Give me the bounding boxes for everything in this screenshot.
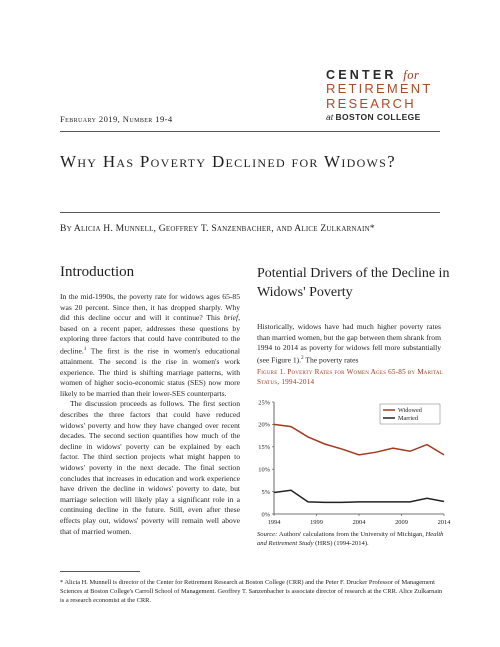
legend-label-married: Married: [398, 415, 418, 423]
intro-text: [60, 292, 240, 537]
authors: By Alicia H. Munnell, Geoffrey T. Sanzenbacher, and Alice Zulkarnain*: [60, 223, 375, 234]
logo-at: at: [326, 112, 334, 122]
x-tick-label: 2004: [352, 519, 366, 526]
series-line-widowed: [274, 424, 444, 454]
header-rule: [60, 131, 440, 132]
y-tick-label: 20%: [258, 421, 270, 429]
footnote-rule: [60, 571, 140, 572]
figure-source: Source: Authors' calculations from the University of Michigan, Health and Retirement Study (HRS) (1994-2014).: [257, 531, 444, 547]
intro-paragraph-1: In the mid-1990s, the poverty rate for widows ages 65-85 was 20 percent. Since then, it has dropped sharply. Why did this decline occur and will it continue? This brief, based on a recent paper, addresses these questions by exploring three factors that could have contributed to the decline.$^1$ The first is the rise in women's educational attainment. The second is the rise in women's work experience. The third is shifting marriage patterns, with women of higher socio-economic status (SES) now more likely to be married than their lower-SES counterparts.: [60, 292, 240, 398]
issue-number: February 2019, Number 19-4: [60, 114, 173, 124]
logo-research: RESEARCH: [326, 95, 416, 111]
potential-paragraph-1: Historically, widows have had much higher poverty rates than married women, but the gap between them shrank from 1994 to 2014 as poverty for widows fell more substantially (see Figure 1).$^2$ The poverty rates: [257, 322, 441, 365]
logo-boston-college: BOSTON COLLEGE: [335, 112, 421, 122]
x-tick-label: 2009: [395, 519, 408, 526]
potential-drivers-text: [257, 322, 441, 366]
intro-paragraph-2: The discussion proceeds as follows. The first section describes the three factors that could have reduced widows' poverty and how they have changed over recent decades. The second section quantifies how much of the decline in widows' poverty can be explained by each factor. The third section projects what might happen to widows' poverty in the next decade. The final section concludes that increases in education and work experience have driven the decline in widows' poverty to date, but marriage selection will likely play a significant role in a continuing decline in the future. Still, even after these effects play out, widows' poverty will remain well above that of married women.: [60, 399, 240, 536]
potential-drivers-heading: Potential Drivers of the Decline in Widows' Poverty: [257, 266, 450, 300]
y-tick-label: 10%: [258, 466, 270, 474]
y-tick-label: 25%: [258, 399, 270, 407]
crr-logo: [326, 68, 441, 123]
figure-title: Figure 1. Poverty Rates for Women Ages 65-85 by Marital Status, 1994-2014: [257, 368, 443, 386]
intro-heading: Introduction: [60, 264, 135, 280]
x-tick-label: 2014: [437, 519, 451, 526]
logo-for: for: [403, 68, 420, 82]
y-tick-label: 15%: [258, 444, 270, 452]
y-tick-label: 5%: [261, 488, 270, 496]
title-rule: [60, 212, 440, 213]
series-line-married: [274, 490, 444, 502]
y-tick-label: 0%: [261, 511, 270, 519]
page-title: Why Has Poverty Declined for Widows?: [60, 152, 396, 171]
legend-label-widowed: Widowed: [398, 407, 422, 415]
x-tick-label: 1999: [310, 519, 323, 526]
logo-retirement: RETIREMENT: [326, 81, 433, 96]
poverty-rate-chart: [252, 392, 452, 530]
logo-center: CENTER: [326, 68, 397, 82]
author-footnote: * Alicia H. Munnell is director of the Center for Retirement Research at Boston College (CRR) and the Peter F. Drucker Professor of Management Sciences at Boston College's Carroll School of Management. Geoffrey T. Sanzenbacher is associate director of research at the CRR. Alice Zulkarnain is a research economist at the CRR.: [60, 579, 443, 604]
x-tick-label: 1994: [267, 519, 281, 526]
